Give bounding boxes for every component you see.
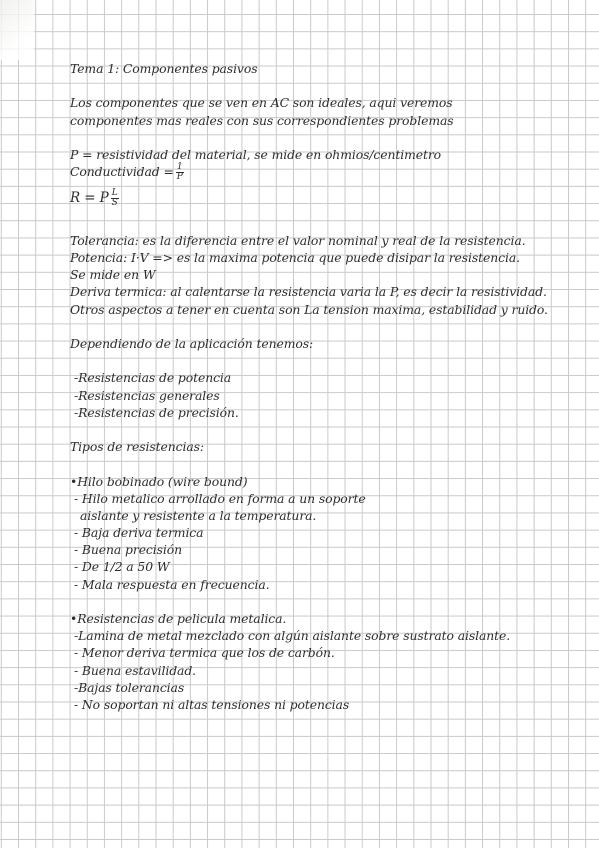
thermal-drift-definition: Deriva termica: al calentarse la resistencia varia la P, es decir la resistividad.	[70, 284, 547, 300]
conductivity-formula	[70, 162, 580, 183]
conductivity-denominator: P	[176, 172, 183, 183]
intro-line-1: Los componentes que se ven en AC son ideales, aqui veremos	[70, 95, 453, 111]
list-item: -Resistencias de potencia	[74, 370, 232, 386]
types-heading: Tipos de resistencias:	[70, 439, 204, 455]
by-application-heading: Dependiendo de la aplicación tenemos:	[70, 336, 314, 351]
list-item: -Bajas tolerancias	[74, 679, 185, 695]
handwritten-notes	[70, 60, 580, 713]
list-item: -Lamina de metal mezclado con algún aislante sobre sustrato aislante.	[74, 628, 511, 644]
list-item: - Mala respuesta en frecuencia.	[74, 576, 270, 592]
list-item: -Resistencias de precisión.	[74, 404, 239, 420]
metal-film-heading: •Resistencias de pelicula metalica.	[70, 611, 287, 626]
conductivity-label: Conductividad =	[70, 164, 174, 180]
list-item: - De 1/2 a 50 W	[74, 559, 170, 575]
list-item: - Buena precisión	[74, 542, 183, 558]
resistance-numerator: L	[111, 187, 118, 198]
resistance-denominator: S	[111, 197, 118, 208]
resistance-fraction	[111, 189, 119, 208]
resistance-lhs: R = P	[70, 189, 109, 206]
resistivity-definition: P = resistividad del material, se mide en ohmios/centimetro	[70, 146, 442, 162]
tolerance-definition: Tolerancia: es la diferencia entre el valor nominal y real de la resistencia.	[70, 232, 526, 248]
intro-line-2: componentes mas reales con sus correspondientes problemas	[70, 112, 454, 128]
other-aspects: Otros aspectos a tener en cuenta son La tension maxima, estabilidad y ruido.	[70, 301, 548, 317]
list-item: - Menor deriva termica que los de carbón.	[74, 645, 335, 661]
list-item: - Buena estavilidad.	[74, 662, 196, 678]
conductivity-numerator: 1	[176, 162, 183, 173]
resistance-formula	[70, 189, 580, 206]
list-item: - No soportan ni altas tensiones ni potencias	[74, 696, 350, 712]
conductivity-fraction	[176, 163, 184, 182]
power-unit: Se mide en W	[70, 267, 156, 283]
wire-wound-heading: •Hilo bobinado (wire bound)	[70, 473, 248, 489]
list-item: - Hilo metalico arrollado en forma a un soporte	[74, 490, 366, 506]
list-item: aislante y resistente a la temperatura.	[80, 507, 317, 523]
page-fold	[0, 0, 34, 60]
notes-title: Tema 1: Componentes pasivos	[70, 61, 258, 76]
list-item: - Baja deriva termica	[74, 525, 204, 541]
list-item: -Resistencias generales	[74, 387, 220, 403]
power-definition: Potencia: I·V => es la maxima potencia que puede disipar la resistencia.	[70, 250, 520, 266]
